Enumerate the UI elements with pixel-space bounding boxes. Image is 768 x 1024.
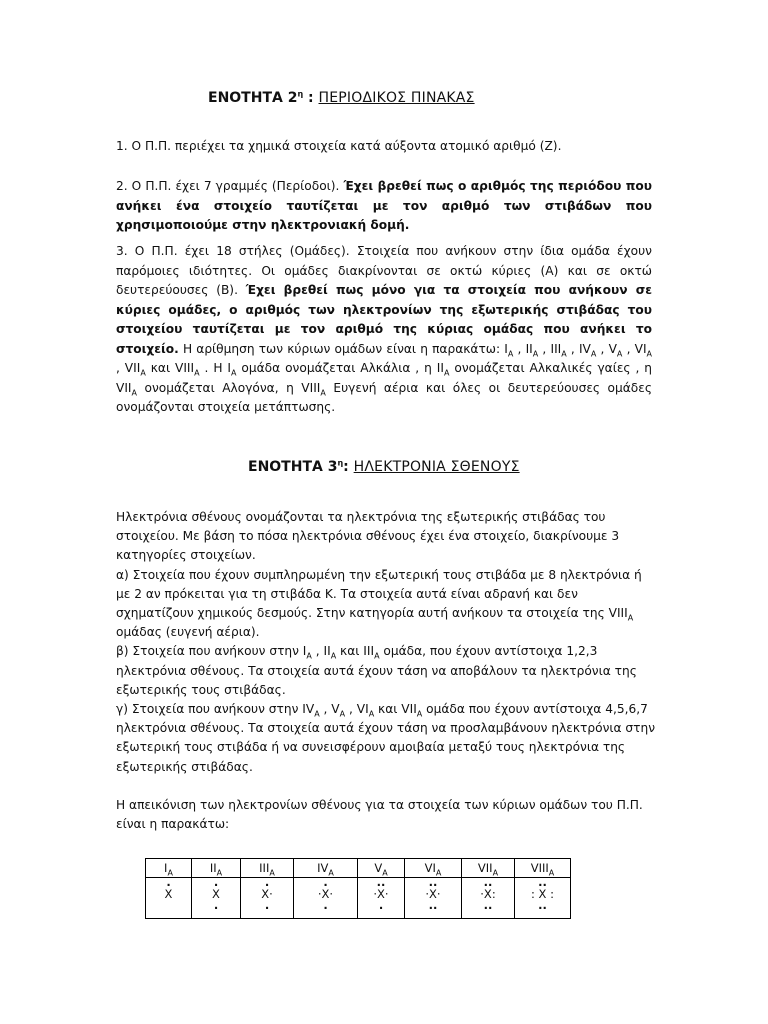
p3-text: 3. Ο Π.Π. έχει 18 στήλες (Ομάδες). Στοιχεία που ανήκουν στην ίδια ομάδα έχουν παρόμοιες ιδιότητες. Οι ομάδες διακρίνονται σε οκτώ κύριες (Α) και σε οκτώ δευτερεύουσες (Β). — [116, 244, 652, 297]
table-header-cell: $V_A$ — [358, 859, 405, 878]
section3-heading-title: ΗΛΕΚΤΡΟΝΙΑ ΣΘΕΝΟΥΣ — [353, 459, 520, 475]
lewis-symbol-cell: .. : X : .. — [515, 878, 571, 919]
section3-depiction: Η απεικόνιση των ηλεκτρονίων σθένους για τα στοιχεία των κύριων ομάδων του Π.Π. είναι η παρακάτω: — [116, 797, 643, 832]
groups-list: $I_A$ , $II_A$ , $III_A$ , $IV_A$ , $V_A$ , $VI_A$ , $VII_A$ και $VIII_A$ — [116, 341, 653, 378]
section2-paragraph-3: 3. Ο Π.Π. έχει 18 στήλες (Ομάδες). Στοιχεία που ανήκουν στην ίδια ομάδα έχουν παρόμοιες ιδιότητες. Οι ομάδες διακρίνονται σε οκτώ κύριες (Α) και σε οκτώ δευτερεύουσες (Β). Έχει βρεθεί πως μόνο για τα στοιχεία που ανήκουν σε κύριες ομάδες, ο αριθμός των ηλεκτρονίων της εξωτερικής στιβάδας του στοιχείου ταυτίζεται με τον αριθμό της κύριας ομάδας που ανήκει το στοιχείο. Η αρίθμηση των κύριων ομάδων είναι η παρακάτω: $I_A$ , $II_A$ , $III_A$ , $IV_A$ , $V_A$ , $VI_A$ , $VII_A$ και $VIII_A$ . Η $I_A$ ομάδα ονομάζεται Αλκάλια , η $II_A$ ονομάζεται Αλκαλικές γαίες , η $VII_A$ ονομάζεται Αλογόνα, η $VIII_A$ Ευγενή αέρια και όλες οι δευτερεύουσες ομάδες ονομάζονται στοιχεία μετάπτωσης. — [116, 244, 653, 414]
section2-heading-title: ΠΕΡΙΟΔΙΚΟΣ ΠΙΝΑΚΑΣ — [318, 90, 475, 106]
lewis-symbol-cell: . ·X· . — [294, 878, 358, 919]
table-header-row — [146, 859, 571, 878]
lewis-symbol-cell: . X . — [192, 878, 241, 919]
lewis-symbol-cell: . X — [146, 878, 192, 919]
table-header-cell: $II_A$ — [192, 859, 241, 878]
section3-item-a: α) Στοιχεία που έχουν συμπληρωμένη την εξωτερική τους στιβάδα με 8 ηλεκτρόνια ή με 2 αν πρόκειται για τη στιβάδα Κ. Τα στοιχεία αυτά είναι αδρανή και δεν σχηματίζουν χημικούς δεσμούς. Στην κατηγορία αυτή ανήκουν τα στοιχεία της $VIII_A$ ομάδας (ευγενή αέρια). — [116, 567, 642, 640]
section2-heading-prefix: ΕΝΟΤΗΤΑ 2 — [208, 90, 298, 106]
p3-numbering-text: Η αρίθμηση των κύριων ομάδων είναι η παρακάτω: — [178, 341, 501, 356]
section3-item-b: β) Στοιχεία που ανήκουν στην $I_A$ , $II_A$ και $III_A$ ομάδα, που έχουν αντίστοιχα 1,2,3 ηλεκτρόνια σθένους. Τα στοιχεία αυτά έχουν τάση να αποβάλουν τα ηλεκτρόνια της εξωτερικής τους στιβάδας. — [116, 644, 637, 697]
table-row — [146, 878, 571, 919]
p2-bold-text: Έχει βρεθεί πως ο αριθμός της περιόδου που ανήκει ένα στοιχείο ταυτίζεται με τον αριθμό των στιβάδων που χρησιμοποιούμε στην ηλεκτρονιακή δομή. — [116, 179, 652, 232]
lewis-symbol-cell: .. ·X· .. — [405, 878, 462, 919]
lewis-symbol-cell: . X· . — [241, 878, 294, 919]
section3-heading-sup: η — [337, 458, 344, 468]
section3-heading-prefix: ΕΝΟΤΗΤΑ 3 — [248, 459, 338, 475]
section2-paragraph-2 — [116, 177, 652, 236]
table-header-cell: $I_A$ — [146, 859, 192, 878]
table-header-cell: $VIII_A$ — [515, 859, 571, 878]
table-header-cell: $VI_A$ — [405, 859, 462, 878]
section2-heading — [208, 90, 475, 106]
lewis-symbol-cell: .. ·X· . — [358, 878, 405, 919]
p3-bold-text: Έχει βρεθεί πως μόνο για τα στοιχεία που ανήκουν σε κύριες ομάδες, ο αριθμός των ηλεκτρονίων της εξωτερικής στιβάδας του στοιχείου ταυτίζεται με τον αριθμό της κύριας ομάδας που ανήκει το στοιχείο. — [116, 283, 652, 356]
section2-heading-colon: : — [303, 90, 319, 106]
section3-intro: Ηλεκτρόνια σθένους ονομάζονται τα ηλεκτρόνια της εξωτερικής στιβάδας του στοιχείου. Με βάση το πόσα ηλεκτρόνια σθένους έχει ένα στοιχείο, διακρίνουμε 3 κατηγορίες στοιχείων. — [116, 510, 620, 563]
lewis-symbol-cell: .. ·X: .. — [462, 878, 515, 919]
valence-electrons-table — [145, 858, 571, 919]
table-header-cell: $IV_A$ — [294, 859, 358, 878]
table-header-cell: $VII_A$ — [462, 859, 515, 878]
section3-body — [116, 508, 656, 834]
section2-heading-sup: η — [297, 89, 304, 99]
section3-heading-colon: : — [343, 459, 354, 475]
p2-text: 2. Ο Π.Π. έχει 7 γραμμές (Περίοδοι). — [116, 179, 344, 193]
table-header-cell: $III_A$ — [241, 859, 294, 878]
section3-item-c: γ) Στοιχεία που ανήκουν στην $IV_A$ , $V_A$ , $VI_A$ και $VII_A$ ομάδα που έχουν αντίστοιχα 4,5,6,7 ηλεκτρόνια σθένους. Τα στοιχεία αυτά έχουν τάση να προσλαμβάνουν ηλεκτρόνια στην εξωτερική τους στιβάδα ή να συνεισφέρουν αμοιβαία μεταξύ τους ηλεκτρόνια της εξωτερικής στιβάδας. — [116, 702, 656, 774]
section3-heading — [248, 459, 520, 475]
section2-paragraph-1: 1. Ο Π.Π. περιέχει τα χημικά στοιχεία κατά αύξοντα ατομικό αριθμό (Ζ). — [116, 139, 562, 153]
